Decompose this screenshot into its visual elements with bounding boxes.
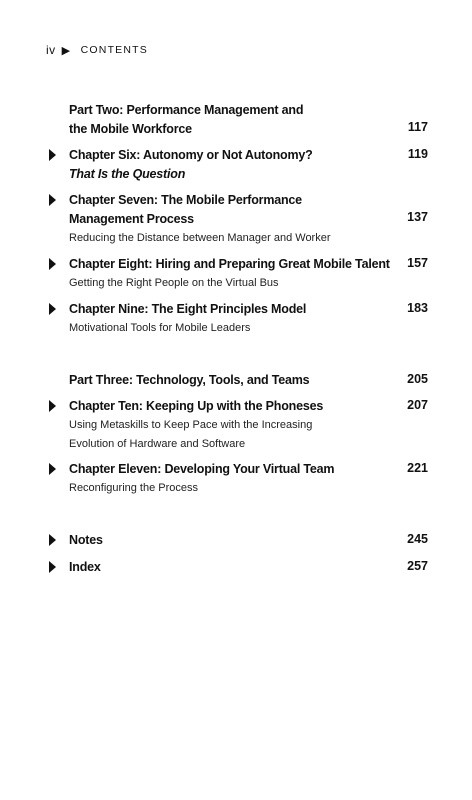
triangle-bullet-icon bbox=[49, 463, 56, 475]
triangle-bullet-icon bbox=[49, 194, 56, 206]
entry-page-number: 207 bbox=[407, 398, 428, 412]
triangle-bullet-icon bbox=[49, 258, 56, 270]
entry-title: Chapter Eight: Hiring and Preparing Great Mobile Talent bbox=[69, 257, 390, 271]
entry-title: Chapter Ten: Keeping Up with the Phoneses bbox=[69, 399, 324, 413]
triangle-bullet-icon bbox=[49, 303, 56, 315]
entry-page-number: 137 bbox=[407, 210, 428, 224]
entry-title bbox=[69, 101, 399, 139]
header-title: CONTENTS bbox=[80, 44, 148, 56]
entry-subtitle: Reducing the Distance between Manager and Worker bbox=[69, 232, 331, 244]
running-header bbox=[46, 43, 148, 57]
entry-page-number: 117 bbox=[407, 120, 428, 134]
triangle-bullet-icon bbox=[49, 534, 56, 546]
entry-subtitle-line2: Evolution of Hardware and Software bbox=[69, 438, 246, 450]
entry-subtitle: Using Metaskills to Keep Pace with the Increasing bbox=[69, 419, 313, 431]
entry-title-line2: That Is the Question bbox=[69, 167, 186, 181]
entry-title: Part Three: Technology, Tools, and Teams bbox=[69, 373, 310, 387]
entry-title: Index bbox=[69, 560, 101, 574]
entry-title: Notes bbox=[69, 533, 103, 547]
entry-subtitle: Reconfiguring the Process bbox=[69, 482, 199, 494]
page-number: iv bbox=[46, 43, 56, 57]
entry-title-line1: Part Two: Performance Management and bbox=[69, 103, 304, 117]
entry-subtitle: Getting the Right People on the Virtual Bus bbox=[69, 277, 279, 289]
triangle-bullet-icon bbox=[49, 149, 56, 161]
entry-title: Chapter Nine: The Eight Principles Model bbox=[69, 302, 307, 316]
entry-page-number: 245 bbox=[407, 532, 428, 546]
entry-title-line2: Management Process bbox=[69, 212, 194, 226]
entry-page-number: 205 bbox=[407, 372, 428, 386]
entry-title: Chapter Eleven: Developing Your Virtual Team bbox=[69, 462, 335, 476]
entry-title bbox=[69, 191, 399, 229]
triangle-bullet-icon bbox=[49, 561, 56, 573]
entry-subtitle: Motivational Tools for Mobile Leaders bbox=[69, 322, 251, 334]
arrow-right-icon: ▶ bbox=[61, 44, 71, 57]
entry-title bbox=[69, 146, 399, 184]
triangle-bullet-icon bbox=[49, 400, 56, 412]
entry-title-line1: Chapter Seven: The Mobile Performance bbox=[69, 193, 302, 207]
entry-page-number: 119 bbox=[407, 147, 428, 161]
entry-title-line1: Chapter Six: Autonomy or Not Autonomy? bbox=[69, 148, 313, 162]
entry-page-number: 183 bbox=[407, 301, 428, 315]
entry-title-line2: the Mobile Workforce bbox=[69, 122, 192, 136]
entry-page-number: 157 bbox=[407, 256, 428, 270]
entry-page-number: 257 bbox=[407, 559, 428, 573]
entry-page-number: 221 bbox=[407, 461, 428, 475]
